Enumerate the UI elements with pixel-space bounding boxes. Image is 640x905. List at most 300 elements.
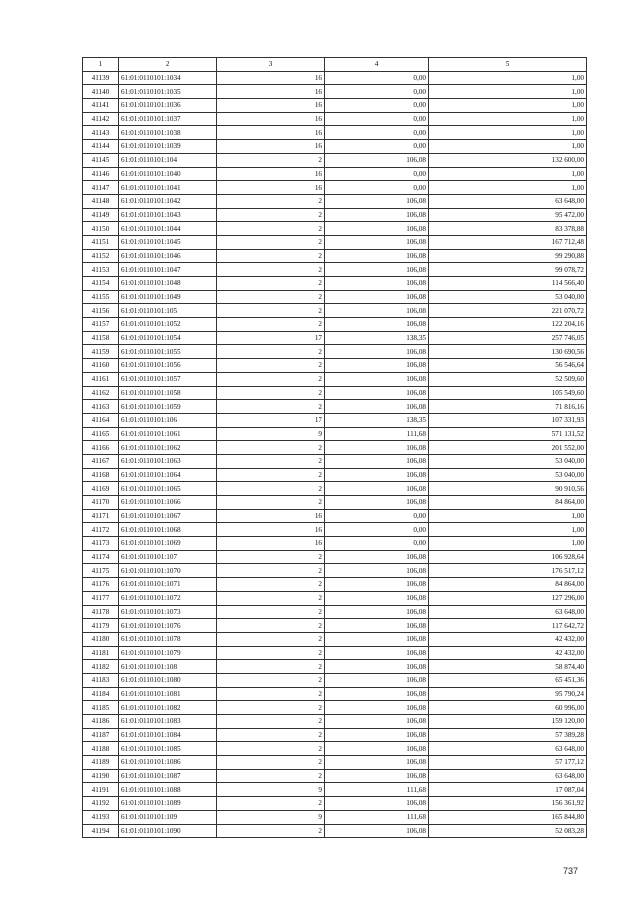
table-cell: 41143 <box>83 126 119 140</box>
table-body <box>83 71 587 838</box>
table-cell: 2 <box>217 742 325 756</box>
table-row <box>83 140 587 154</box>
table-cell: 106,08 <box>325 235 429 249</box>
table-cell: 138,35 <box>325 413 429 427</box>
table-cell: 41162 <box>83 386 119 400</box>
table-cell: 106,08 <box>325 728 429 742</box>
table-cell: 2 <box>217 632 325 646</box>
table-cell: 61:01:0110101:1073 <box>119 605 217 619</box>
table-cell: 41164 <box>83 413 119 427</box>
table-cell: 57 177,12 <box>429 756 587 770</box>
table-cell: 0,00 <box>325 140 429 154</box>
table-cell: 61:01:0110101:1034 <box>119 71 217 85</box>
table-cell: 71 816,16 <box>429 400 587 414</box>
table-cell: 41161 <box>83 372 119 386</box>
table-cell: 90 910,56 <box>429 482 587 496</box>
table-cell: 106,08 <box>325 359 429 373</box>
table-cell: 61:01:0110101:1082 <box>119 701 217 715</box>
table-cell: 2 <box>217 400 325 414</box>
table-cell: 61:01:0110101:1061 <box>119 427 217 441</box>
table-cell: 52 509,60 <box>429 372 587 386</box>
table-cell: 41190 <box>83 769 119 783</box>
table-cell: 52 083,28 <box>429 824 587 838</box>
column-header: 2 <box>119 58 217 72</box>
table-cell: 106,08 <box>325 632 429 646</box>
table-cell: 2 <box>217 550 325 564</box>
table-cell: 61:01:0110101:1079 <box>119 646 217 660</box>
table-cell: 2 <box>217 372 325 386</box>
table-cell: 41160 <box>83 359 119 373</box>
table-cell: 0,00 <box>325 71 429 85</box>
table-cell: 42 432,00 <box>429 632 587 646</box>
table-cell: 1,00 <box>429 126 587 140</box>
table-cell: 2 <box>217 277 325 291</box>
column-header: 5 <box>429 58 587 72</box>
table-cell: 2 <box>217 769 325 783</box>
table-cell: 41191 <box>83 783 119 797</box>
table-cell: 2 <box>217 715 325 729</box>
table-cell: 106,08 <box>325 687 429 701</box>
table-cell: 61:01:0110101:1039 <box>119 140 217 154</box>
table-cell: 61:01:0110101:1081 <box>119 687 217 701</box>
table-row <box>83 413 587 427</box>
table-cell: 2 <box>217 386 325 400</box>
table-cell: 2 <box>217 194 325 208</box>
table-row <box>83 783 587 797</box>
table-cell: 159 120,00 <box>429 715 587 729</box>
table-cell: 132 600,00 <box>429 153 587 167</box>
table-cell: 41178 <box>83 605 119 619</box>
table-cell: 106,08 <box>325 673 429 687</box>
table-cell: 9 <box>217 783 325 797</box>
table-cell: 83 378,88 <box>429 222 587 236</box>
table-cell: 41192 <box>83 797 119 811</box>
table-cell: 63 648,00 <box>429 605 587 619</box>
table-cell: 41159 <box>83 345 119 359</box>
table-cell: 53 040,00 <box>429 290 587 304</box>
table-cell: 106,08 <box>325 441 429 455</box>
table-cell: 114 566,40 <box>429 277 587 291</box>
table-cell: 2 <box>217 701 325 715</box>
table-cell: 95 790,24 <box>429 687 587 701</box>
table-cell: 2 <box>217 728 325 742</box>
table-cell: 0,00 <box>325 523 429 537</box>
table-row <box>83 756 587 770</box>
table-cell: 106,08 <box>325 742 429 756</box>
table-cell: 61:01:0110101:1049 <box>119 290 217 304</box>
table-row <box>83 619 587 633</box>
table-row <box>83 591 587 605</box>
table-row <box>83 605 587 619</box>
table-cell: 41193 <box>83 810 119 824</box>
table-cell: 106,08 <box>325 646 429 660</box>
table-cell: 57 389,28 <box>429 728 587 742</box>
table-row <box>83 372 587 386</box>
table-cell: 106,08 <box>325 263 429 277</box>
table-row <box>83 208 587 222</box>
table-cell: 84 864,00 <box>429 496 587 510</box>
table-cell: 41169 <box>83 482 119 496</box>
table-cell: 41184 <box>83 687 119 701</box>
table-row <box>83 181 587 195</box>
table-cell: 16 <box>217 71 325 85</box>
table-cell: 41152 <box>83 249 119 263</box>
table-cell: 106,08 <box>325 715 429 729</box>
table-cell: 95 472,00 <box>429 208 587 222</box>
table-cell: 41187 <box>83 728 119 742</box>
table-row <box>83 454 587 468</box>
table-cell: 61:01:0110101:1036 <box>119 99 217 113</box>
table-cell: 2 <box>217 468 325 482</box>
table-row <box>83 797 587 811</box>
table-cell: 61:01:0110101:1076 <box>119 619 217 633</box>
table-cell: 41183 <box>83 673 119 687</box>
table-cell: 41168 <box>83 468 119 482</box>
table-cell: 99 290,88 <box>429 249 587 263</box>
table-row <box>83 550 587 564</box>
table-cell: 61:01:0110101:1072 <box>119 591 217 605</box>
table-cell: 106,08 <box>325 605 429 619</box>
table-cell: 2 <box>217 304 325 318</box>
table-cell: 60 996,00 <box>429 701 587 715</box>
table-cell: 2 <box>217 660 325 674</box>
table-row <box>83 277 587 291</box>
table-cell: 41182 <box>83 660 119 674</box>
table-row <box>83 687 587 701</box>
table-row <box>83 153 587 167</box>
table-cell: 0,00 <box>325 126 429 140</box>
table-cell: 2 <box>217 290 325 304</box>
table-cell: 61:01:0110101:1064 <box>119 468 217 482</box>
table-cell: 106,08 <box>325 824 429 838</box>
table-cell: 41146 <box>83 167 119 181</box>
table-cell: 61:01:0110101:1078 <box>119 632 217 646</box>
table-cell: 41156 <box>83 304 119 318</box>
table-cell: 61:01:0110101:1069 <box>119 537 217 551</box>
table-row <box>83 126 587 140</box>
table-cell: 221 070,72 <box>429 304 587 318</box>
table-cell: 111,68 <box>325 810 429 824</box>
table-cell: 16 <box>217 523 325 537</box>
table-cell: 106,08 <box>325 372 429 386</box>
table-cell: 65 451,36 <box>429 673 587 687</box>
table-cell: 201 552,00 <box>429 441 587 455</box>
table-cell: 2 <box>217 153 325 167</box>
table-cell: 16 <box>217 126 325 140</box>
column-header: 3 <box>217 58 325 72</box>
table-cell: 61:01:0110101:1085 <box>119 742 217 756</box>
table-cell: 2 <box>217 318 325 332</box>
table-row <box>83 496 587 510</box>
table-cell: 122 204,16 <box>429 318 587 332</box>
table-cell: 107 331,93 <box>429 413 587 427</box>
table-cell: 0,00 <box>325 112 429 126</box>
table-cell: 61:01:0110101:1065 <box>119 482 217 496</box>
table-cell: 111,68 <box>325 427 429 441</box>
table-cell: 2 <box>217 756 325 770</box>
table-cell: 106,08 <box>325 318 429 332</box>
table-cell: 106,08 <box>325 591 429 605</box>
table-cell: 1,00 <box>429 85 587 99</box>
table-row <box>83 167 587 181</box>
table-cell: 106,08 <box>325 482 429 496</box>
table-cell: 106,08 <box>325 756 429 770</box>
table-row <box>83 345 587 359</box>
table-cell: 106,08 <box>325 550 429 564</box>
table-row <box>83 810 587 824</box>
table-cell: 2 <box>217 646 325 660</box>
table-cell: 2 <box>217 605 325 619</box>
table-cell: 16 <box>217 167 325 181</box>
table-cell: 61:01:0110101:106 <box>119 413 217 427</box>
table-row <box>83 441 587 455</box>
table-cell: 17 087,04 <box>429 783 587 797</box>
table-cell: 106,08 <box>325 290 429 304</box>
table-cell: 2 <box>217 564 325 578</box>
table-cell: 106,08 <box>325 194 429 208</box>
table-cell: 61:01:0110101:1054 <box>119 331 217 345</box>
table-cell: 61:01:0110101:1088 <box>119 783 217 797</box>
table-cell: 41155 <box>83 290 119 304</box>
table-cell: 61:01:0110101:1057 <box>119 372 217 386</box>
table-cell: 1,00 <box>429 523 587 537</box>
table-row <box>83 249 587 263</box>
table-cell: 0,00 <box>325 167 429 181</box>
table-cell: 106,08 <box>325 454 429 468</box>
table-row <box>83 263 587 277</box>
table-row <box>83 660 587 674</box>
table-cell: 61:01:0110101:1045 <box>119 235 217 249</box>
table-cell: 16 <box>217 85 325 99</box>
table-cell: 61:01:0110101:1067 <box>119 509 217 523</box>
table-cell: 61:01:0110101:104 <box>119 153 217 167</box>
table-row <box>83 769 587 783</box>
table-cell: 2 <box>217 619 325 633</box>
table-cell: 106,08 <box>325 701 429 715</box>
table-cell: 61:01:0110101:107 <box>119 550 217 564</box>
table-cell: 105 549,60 <box>429 386 587 400</box>
table-cell: 106,08 <box>325 769 429 783</box>
table-cell: 0,00 <box>325 537 429 551</box>
table-row <box>83 222 587 236</box>
table-cell: 127 296,00 <box>429 591 587 605</box>
table-cell: 61:01:0110101:1044 <box>119 222 217 236</box>
table-cell: 41151 <box>83 235 119 249</box>
table-cell: 61:01:0110101:1071 <box>119 578 217 592</box>
table-cell: 41185 <box>83 701 119 715</box>
table-cell: 106,08 <box>325 153 429 167</box>
table-cell: 41173 <box>83 537 119 551</box>
table-cell: 41163 <box>83 400 119 414</box>
table-cell: 2 <box>217 359 325 373</box>
table-cell: 63 648,00 <box>429 769 587 783</box>
table-row <box>83 318 587 332</box>
table-row <box>83 632 587 646</box>
table-cell: 16 <box>217 112 325 126</box>
table-cell: 16 <box>217 140 325 154</box>
table-cell: 61:01:0110101:1038 <box>119 126 217 140</box>
table-cell: 2 <box>217 578 325 592</box>
table-cell: 2 <box>217 222 325 236</box>
table-cell: 0,00 <box>325 85 429 99</box>
table-cell: 106,08 <box>325 222 429 236</box>
table-cell: 63 648,00 <box>429 742 587 756</box>
table-cell: 2 <box>217 797 325 811</box>
table-cell: 106,08 <box>325 208 429 222</box>
table-cell: 41139 <box>83 71 119 85</box>
table-cell: 61:01:0110101:1084 <box>119 728 217 742</box>
table-row <box>83 85 587 99</box>
table-cell: 9 <box>217 427 325 441</box>
table-cell: 9 <box>217 810 325 824</box>
table-cell: 41179 <box>83 619 119 633</box>
table-row <box>83 742 587 756</box>
table-cell: 61:01:0110101:1052 <box>119 318 217 332</box>
table-row <box>83 331 587 345</box>
table-cell: 106,08 <box>325 564 429 578</box>
table-cell: 2 <box>217 591 325 605</box>
table-cell: 61:01:0110101:1035 <box>119 85 217 99</box>
table-cell: 138,35 <box>325 331 429 345</box>
table-cell: 176 517,12 <box>429 564 587 578</box>
table-row <box>83 824 587 838</box>
table-cell: 61:01:0110101:1047 <box>119 263 217 277</box>
table-row <box>83 715 587 729</box>
table-cell: 17 <box>217 331 325 345</box>
table-cell: 41167 <box>83 454 119 468</box>
table-cell: 106,08 <box>325 400 429 414</box>
table-cell: 257 746,05 <box>429 331 587 345</box>
table-row <box>83 728 587 742</box>
table-cell: 53 040,00 <box>429 454 587 468</box>
table-cell: 1,00 <box>429 71 587 85</box>
table-row <box>83 468 587 482</box>
table-cell: 41150 <box>83 222 119 236</box>
table-row <box>83 235 587 249</box>
table-cell: 61:01:0110101:1042 <box>119 194 217 208</box>
table-cell: 61:01:0110101:1062 <box>119 441 217 455</box>
table-cell: 41149 <box>83 208 119 222</box>
table-cell: 2 <box>217 824 325 838</box>
table-cell: 61:01:0110101:108 <box>119 660 217 674</box>
table-cell: 41153 <box>83 263 119 277</box>
table-cell: 106,08 <box>325 619 429 633</box>
table-row <box>83 578 587 592</box>
table-cell: 61:01:0110101:1087 <box>119 769 217 783</box>
table-cell: 61:01:0110101:1048 <box>119 277 217 291</box>
table-cell: 61:01:0110101:1089 <box>119 797 217 811</box>
table-row <box>83 304 587 318</box>
table-cell: 130 690,56 <box>429 345 587 359</box>
table-cell: 2 <box>217 235 325 249</box>
table-row <box>83 71 587 85</box>
table-cell: 1,00 <box>429 537 587 551</box>
table-cell: 571 131,52 <box>429 427 587 441</box>
table-cell: 61:01:0110101:1040 <box>119 167 217 181</box>
table-cell: 111,68 <box>325 783 429 797</box>
table-cell: 41186 <box>83 715 119 729</box>
data-table <box>82 57 587 838</box>
table-cell: 2 <box>217 263 325 277</box>
table-row <box>83 564 587 578</box>
table-cell: 41181 <box>83 646 119 660</box>
table-cell: 1,00 <box>429 112 587 126</box>
table-cell: 2 <box>217 482 325 496</box>
table-cell: 41174 <box>83 550 119 564</box>
table-cell: 61:01:0110101:1070 <box>119 564 217 578</box>
table-row <box>83 537 587 551</box>
column-header: 4 <box>325 58 429 72</box>
table-cell: 16 <box>217 509 325 523</box>
table-cell: 2 <box>217 249 325 263</box>
table-cell: 61:01:0110101:1068 <box>119 523 217 537</box>
table-cell: 167 712,48 <box>429 235 587 249</box>
table-cell: 2 <box>217 687 325 701</box>
table-cell: 41154 <box>83 277 119 291</box>
table-row <box>83 427 587 441</box>
table-row <box>83 673 587 687</box>
table-cell: 58 874,40 <box>429 660 587 674</box>
table-cell: 2 <box>217 496 325 510</box>
table-cell: 2 <box>217 454 325 468</box>
table-cell: 41158 <box>83 331 119 345</box>
table-cell: 41172 <box>83 523 119 537</box>
table-cell: 106 928,64 <box>429 550 587 564</box>
table-cell: 106,08 <box>325 277 429 291</box>
table-cell: 1,00 <box>429 140 587 154</box>
table-cell: 2 <box>217 208 325 222</box>
table-row <box>83 194 587 208</box>
table-row <box>83 646 587 660</box>
table-cell: 117 642,72 <box>429 619 587 633</box>
table-cell: 106,08 <box>325 496 429 510</box>
table-cell: 1,00 <box>429 99 587 113</box>
column-header: 1 <box>83 58 119 72</box>
table-row <box>83 99 587 113</box>
table-cell: 1,00 <box>429 509 587 523</box>
table-cell: 41177 <box>83 591 119 605</box>
table-row <box>83 290 587 304</box>
table-cell: 41165 <box>83 427 119 441</box>
table-cell: 16 <box>217 537 325 551</box>
table-cell: 165 844,80 <box>429 810 587 824</box>
table-cell: 61:01:0110101:1083 <box>119 715 217 729</box>
table-cell: 61:01:0110101:1080 <box>119 673 217 687</box>
table-cell: 0,00 <box>325 181 429 195</box>
table-cell: 106,08 <box>325 660 429 674</box>
table-cell: 61:01:0110101:1041 <box>119 181 217 195</box>
table-cell: 41148 <box>83 194 119 208</box>
table-cell: 99 078,72 <box>429 263 587 277</box>
table-cell: 2 <box>217 673 325 687</box>
table-cell: 42 432,00 <box>429 646 587 660</box>
table-cell: 53 040,00 <box>429 468 587 482</box>
table-cell: 41171 <box>83 509 119 523</box>
table-cell: 84 864,00 <box>429 578 587 592</box>
table-cell: 106,08 <box>325 797 429 811</box>
table-cell: 16 <box>217 99 325 113</box>
table-row <box>83 112 587 126</box>
table-cell: 61:01:0110101:1058 <box>119 386 217 400</box>
table-cell: 61:01:0110101:1063 <box>119 454 217 468</box>
table-cell: 41145 <box>83 153 119 167</box>
table-cell: 61:01:0110101:109 <box>119 810 217 824</box>
table-cell: 0,00 <box>325 509 429 523</box>
table-row <box>83 482 587 496</box>
table-cell: 41147 <box>83 181 119 195</box>
table-cell: 41170 <box>83 496 119 510</box>
table-cell: 2 <box>217 441 325 455</box>
